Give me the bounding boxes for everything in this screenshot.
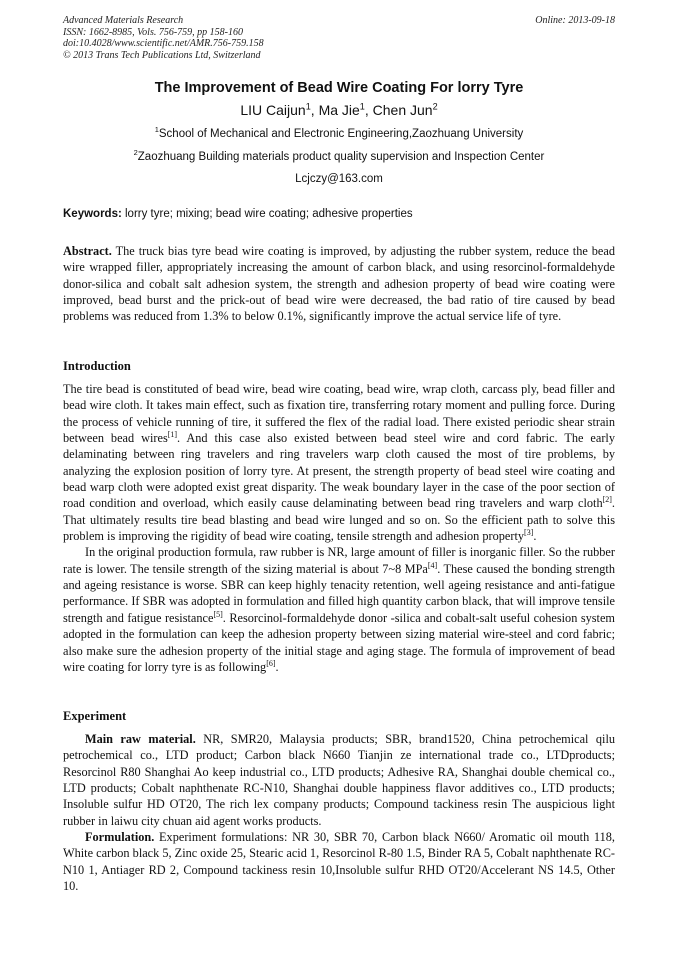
journal-name: Advanced Materials Research <box>63 15 184 26</box>
intro-text: . And this case also existed between bead steel wire and cord fabric. The early delaminating between ring travelers and ring travelers warp cloth caused the most of tire problems, by analyzing the explosion position of lorry tyre. At present, the strength property of bead steel wire coating and bead warp cloth were adopted exist great disparity. The weak boundary layer in the case of the poor section of road condition and overload, which easily cause delaminating between bead ring travelers and warp cloth <box>63 431 615 511</box>
affiliation-2 <box>40 148 638 163</box>
intro-text: . Resorcinol-formaldehyde donor -silica and cobalt-salt useful cohesion system adopted in the formulation can keep the adhesion property between sizing material wire-steel and cord fabric; also make sure the adhesion property of the initial stage and aging stage. The formula of improvement of bead wire coating for lorry tyre is as following <box>63 610 615 674</box>
citation: [1] <box>167 429 178 439</box>
affiliation-text: Zaozhuang Building materials product quality supervision and Inspection Center <box>137 151 545 163</box>
citation: [2] <box>602 495 612 505</box>
raw-material-text: NR, SMR20, Malaysia products; SBR, brand1520, China petrochemical qilu petrochemical co., LTD product; Carbon black N660 Tianjin ze international trade co., LTDproducts; Resorcinol R80 Shanghai Ao keep industrial co., LTD products; Adhesive RA, Shanghai double chemical co., LTD products; Cobalt naphthenate RC-N10, Shanghai double happiness flavor additives co., LTD products; Insoluble sulfur HD OT20, The rich lex company products; Compound tackiness resin The auspicious light rubber in laiwu city chuan aid agent works products. <box>63 732 616 828</box>
intro-text: . These caused the bonding strength and ageing resistance is worse. SBR can keep highly tenacity retention, well ageing resistance and anti-fatigue performance. If SBR was adopted in formulation and filled high quantity carbon black, that will improve tensile strength and fatigue resistance <box>63 561 615 625</box>
author-separator: , <box>310 102 319 118</box>
author-name: Chen Jun <box>372 102 433 118</box>
raw-material-label: Main raw material. <box>85 732 196 746</box>
intro-text: . That ultimately results tire bead blasting and bead wire lunged and so on. So the efficient path to solve this problem is improving the rigidity of bead wire coating, tensile strength and adhesion property <box>63 496 615 544</box>
journal-header <box>63 15 615 61</box>
keywords <box>63 208 615 220</box>
intro-paragraph-1 <box>63 381 615 544</box>
citation: [4] <box>427 560 438 570</box>
author-affiliation-mark: 2 <box>432 101 438 112</box>
keywords-label: Keywords: <box>63 208 122 220</box>
experiment-body <box>63 731 615 894</box>
introduction-body <box>63 381 615 675</box>
affiliation-text: School of Mechanical and Electronic Engineering,Zaozhuang University <box>158 128 524 140</box>
intro-text: In the original production formula, raw rubber is NR, large amount of filler is inorganic filler. So the rubber rate is lower. The tensile strength of the sizing material is about 7~8 MPa <box>63 545 615 576</box>
author-list <box>40 102 638 118</box>
citation: [6] <box>266 658 276 668</box>
intro-paragraph-2 <box>63 544 615 675</box>
abstract-text: The truck bias tyre bead wire coating is improved, by adjusting the rubber system, reduce the bead wire wrapped filler, appropriately increasing the amount of carbon black, and using resorcinol-formaldehyde donor-silica and cobalt salt adhesion system, the strength and adhesion property of bead wire coating were improved, bead burst and the prick-out of bead wire were decreased, the bad ratio of tire caused by bead problems was reduced from 1.3% to below 0.1%, significantly improve the actual service life of tyre. <box>63 244 615 324</box>
issn-line: ISSN: 1662-8985, Vols. 756-759, pp 158-160 <box>63 26 243 38</box>
formulation-label: Formulation. <box>85 830 155 845</box>
author-affiliation-mark: 1 <box>359 101 365 112</box>
author-name: LIU Caijun <box>240 102 306 118</box>
abstract <box>63 243 615 325</box>
author-separator: , <box>364 102 373 118</box>
affiliation-1 <box>40 125 638 140</box>
experiment-raw-material <box>63 731 615 829</box>
abstract-label: Abstract. <box>63 244 112 258</box>
author-affiliation-mark: 1 <box>305 101 311 112</box>
paper-title: The Improvement of Bead Wire Coating For lorry Tyre <box>154 80 524 96</box>
citation: [5] <box>213 609 223 619</box>
affiliation-mark: 2 <box>133 148 138 158</box>
keywords-text: lorry tyre; mixing; bead wire coating; adhesive properties <box>121 208 413 220</box>
section-heading-experiment: Experiment <box>63 709 127 723</box>
citation: [3] <box>524 528 534 537</box>
section-heading-introduction: Introduction <box>63 359 131 373</box>
experiment-formulation <box>63 829 615 894</box>
doi-line: doi:10.4028/www.scientific.net/AMR.756-759.158 <box>63 38 264 49</box>
copyright-line: © 2013 Trans Tech Publications Ltd, Switzerland <box>63 49 261 61</box>
author-name: Ma Jie <box>318 102 360 118</box>
formulation-text: Experiment formulations: NR 30, SBR 70, Carbon black N660/ Aromatic oil mouth 118, White carbon black 5, Zinc oxide 25, Stearic acid 1, Resorcinol R-80 1.5, Binder RA 5, Cobalt naphthenate RC-N10 1, Antiager RD 2, Compound tackiness resin 10,Insoluble sulfur RHD OT20/Accelerant NS 14.5, Other 10. <box>63 830 615 894</box>
affiliation-mark: 1 <box>154 125 159 135</box>
intro-text: . <box>533 529 537 544</box>
intro-text: . <box>275 659 279 674</box>
online-date: Online: 2013-09-18 <box>535 15 615 26</box>
author-email: Lcjczy@163.com <box>295 173 383 185</box>
intro-text: The tire bead is constituted of bead wire, bead wire coating, bead wire, wrap cloth, carcass ply, bead filler and bead wire cloth. It takes main effect, such as fixation tire, transferring rotary moment and pulling force. During the process of vehicle running of tire, it suffered the flex of the radial load. There existed periodic shear strain between bead wires <box>63 382 615 446</box>
